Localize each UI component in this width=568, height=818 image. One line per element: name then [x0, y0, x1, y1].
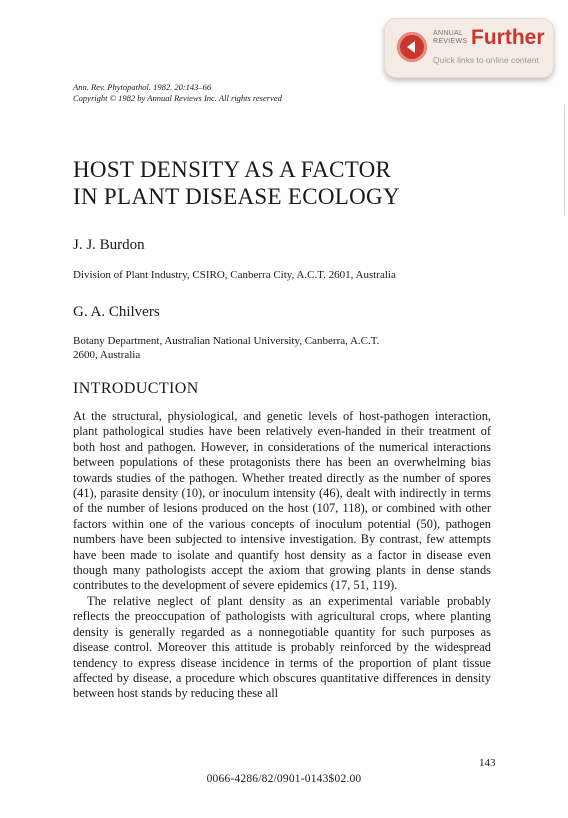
page-number: 143 [479, 757, 496, 769]
footer-code: 0066-4286/82/0901-0143$02.00 [206, 773, 362, 785]
citation [73, 82, 282, 104]
paragraph: The relative neglect of plant density as an experimental variable probably reflects the preoccupation of pathologists with agricultural crops, where planting density is generally regarded as a nonnegotiable quantity for such purposes as disease control. Moreover this attitude is probably reinforced by the widespread tendency to express disease incidence in terms of the proportion of plant tissue affected by disease, a procedure which obscures quantitative differences in density between host stands by reducing these all [73, 593, 491, 701]
paragraph: At the structural, physiological, and genetic levels of host-pathogen interaction, plant pathological studies have been relatively even-handed in their treatment of both host and pathogen. However, in considerations of the numerical interactions between populations of these protagonists there has been an overwhelming bias towards studies of the pathogen. Whether treated directly as the number of spores (41), parasite density (10), or inoculum intensity (46), dealt with indirectly in terms of the number of lesions produced on the host (107, 118), or combined with other factors within one of the various concepts of inoculum potential (50), pathogen numbers have been subjected to intensive investigation. By contrast, few attempts have been made to isolate and quantify host density as a factor in disease even though many pathologists accept the axiom that growing plants in dense stands contributes to the development of severe epidemics (17, 51, 119). [73, 409, 491, 593]
page-edge-line [564, 105, 565, 215]
further-label: Further [471, 26, 545, 49]
copyright-line: Copyright © 1982 by Annual Reviews Inc. All rights reserved [73, 93, 282, 103]
title-line: IN PLANT DISEASE ECOLOGY [73, 184, 400, 209]
article-title [73, 156, 400, 210]
title-line: HOST DENSITY AS A FACTOR [73, 157, 392, 182]
back-arrow-icon [397, 32, 427, 62]
section-heading: INTRODUCTION [73, 380, 199, 397]
author-affiliation: Division of Plant Industry, CSIRO, Canberra City, A.C.T. 2601, Australia [73, 269, 396, 281]
further-badge[interactable] [384, 18, 554, 78]
author-name: J. J. Burdon [73, 237, 145, 253]
author-affiliation: Botany Department, Australian National University, Canberra, A.C.T. 2600, Australia [73, 335, 380, 361]
article-body [73, 409, 491, 702]
further-subtitle: Quick links to online content [433, 55, 539, 65]
annual-reviews-logo-text: ANNUAL REVIEWS [433, 30, 468, 45]
author-name: G. A. Chilvers [73, 304, 160, 320]
citation-line: Ann. Rev. Phytopathol. 1982. 20:143–66 [73, 82, 212, 92]
